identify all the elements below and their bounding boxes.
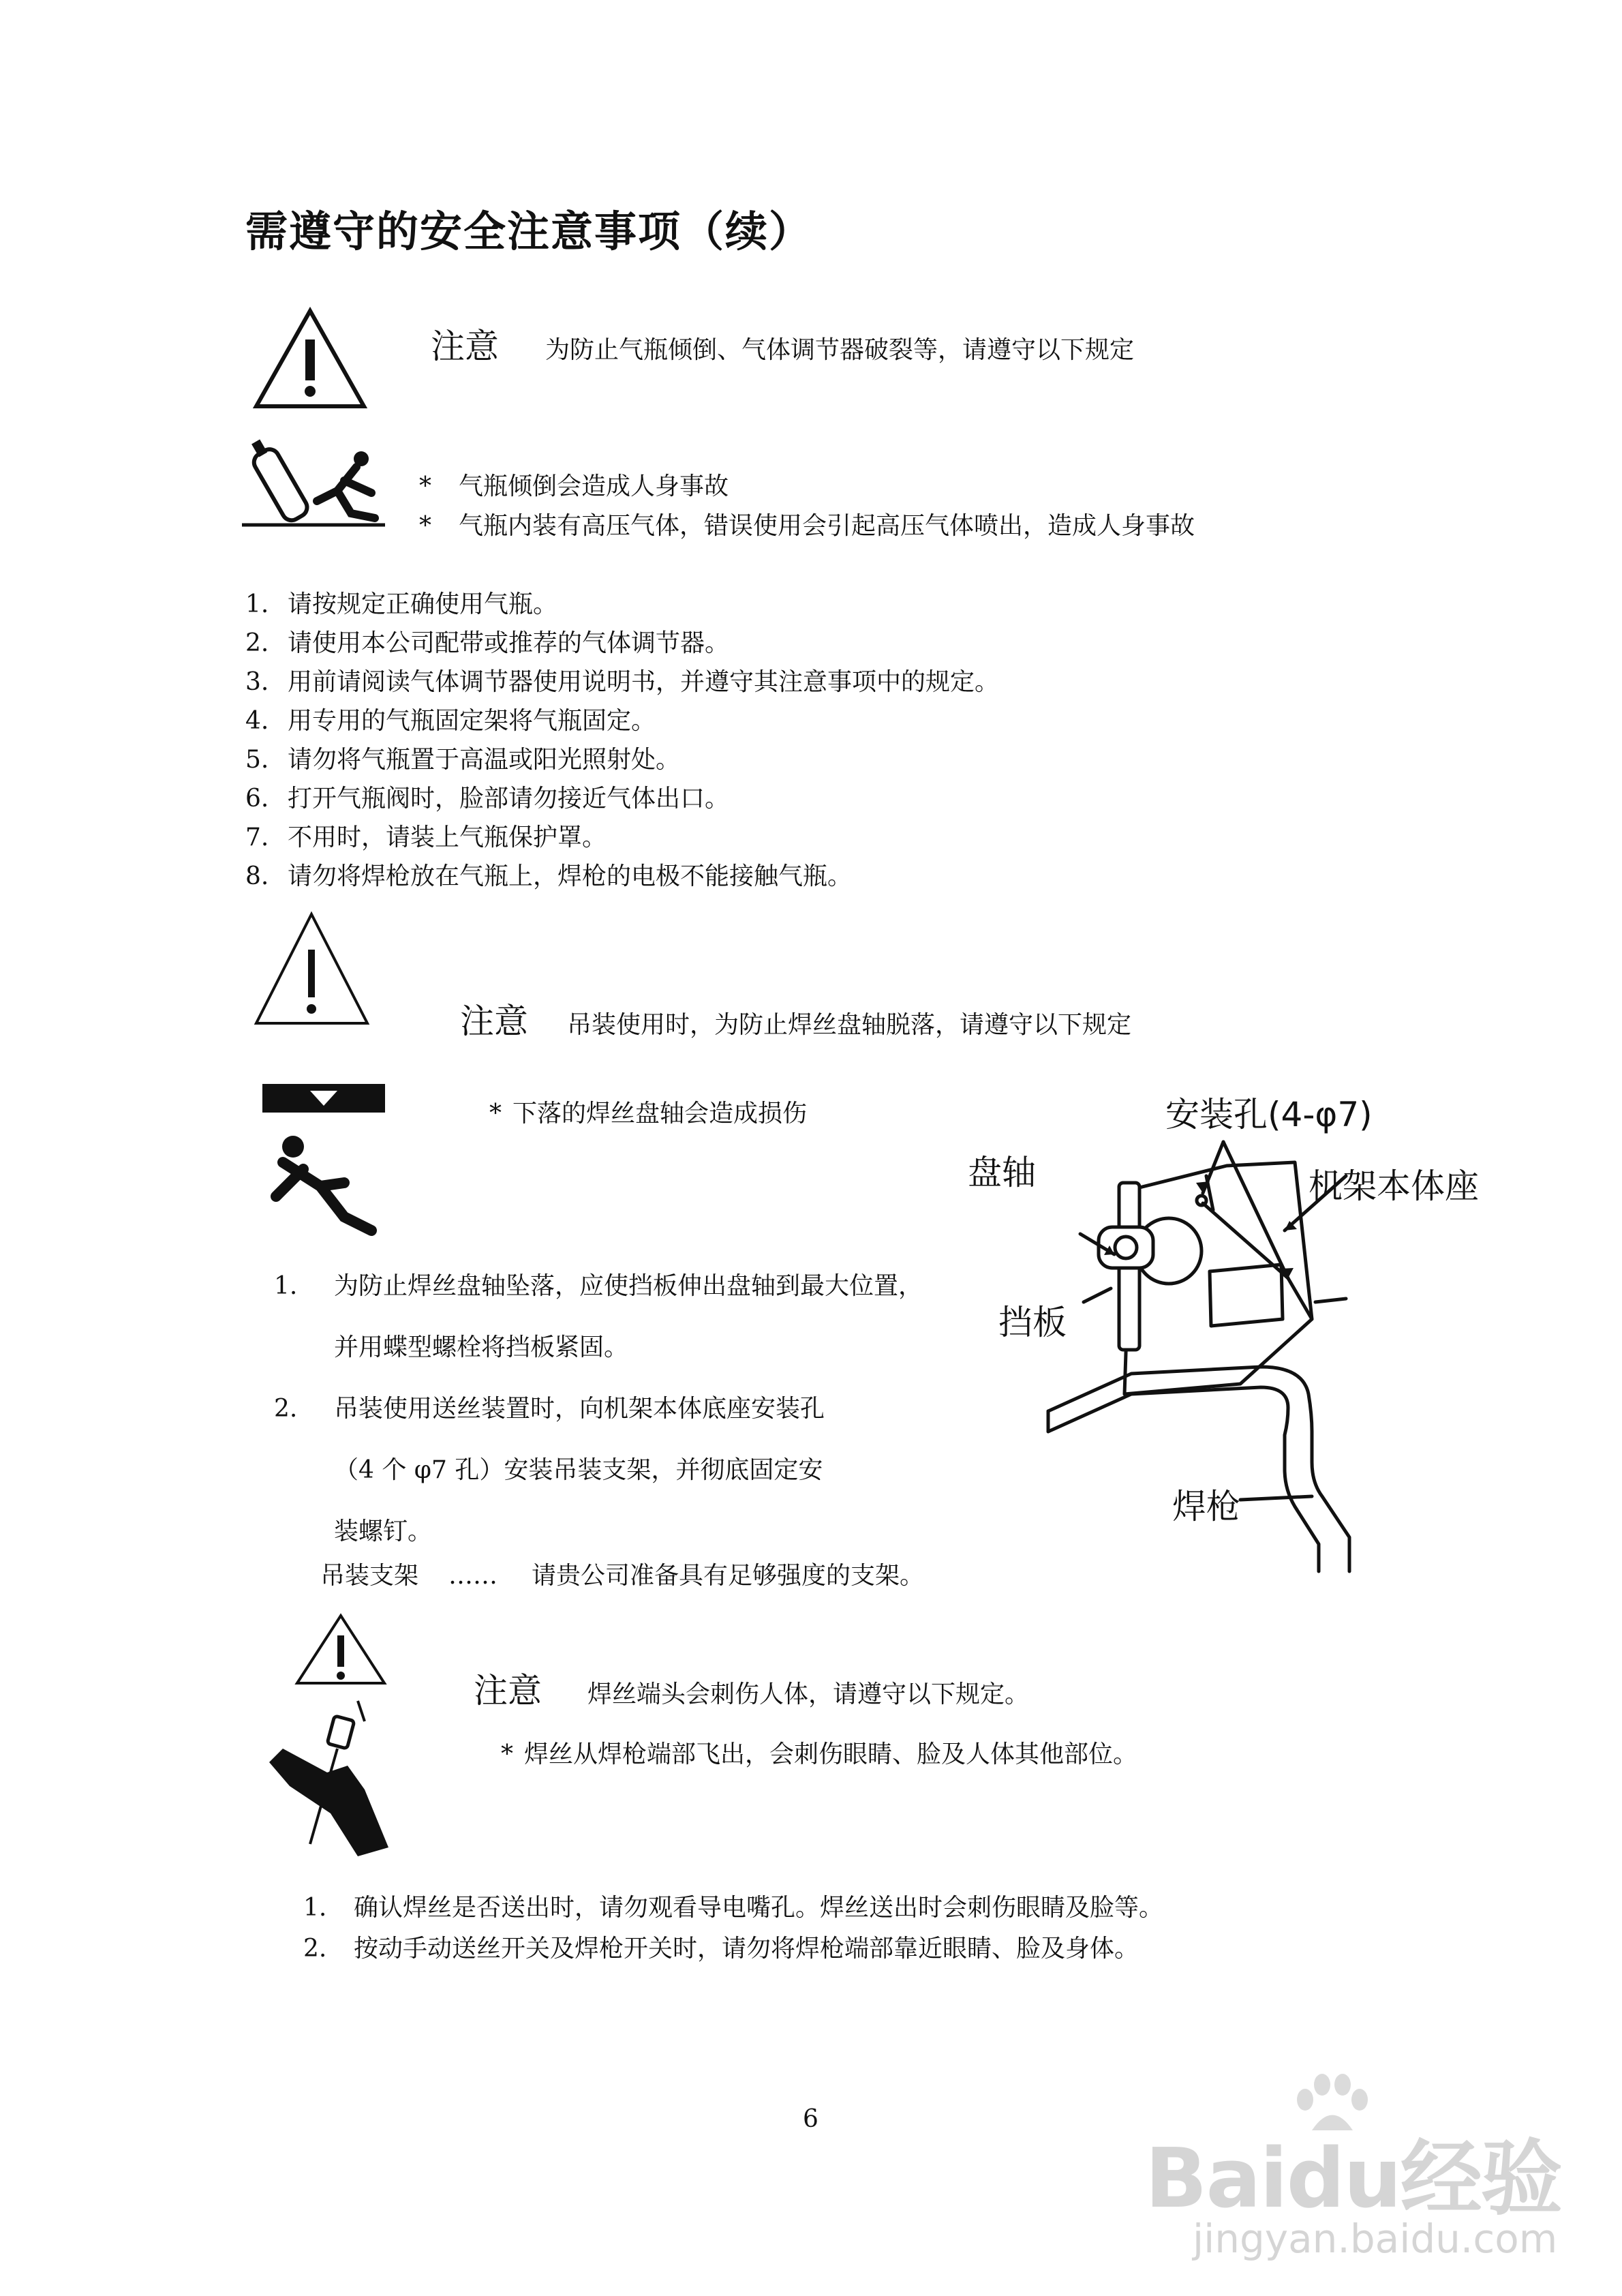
list-item: 2. 请使用本公司配带或推荐的气体调节器。 [245,629,730,657]
bullet [489,1094,807,1129]
warning-triangle-icon [293,1612,388,1687]
list-item: 1. 为防止焊丝盘轴坠落，应使挡板伸出盘轴到最大位置， [274,1272,923,1300]
warning-triangle-icon [252,307,368,410]
label-spool-shaft: 盘轴 [968,1153,1036,1192]
note-text: 请贵公司准备具有足够强度的支架。 [532,1562,925,1590]
note-dots: …… [448,1562,498,1590]
caution-label: 注意 [474,1671,542,1710]
caution-text: 焊丝端头会刺伤人体，请遵守以下规定。 [587,1680,1030,1708]
list-item: 6. 打开气瓶阀时，脸部请勿接近气体出口。 [245,785,730,813]
bullet-text: 气瓶内装有高压气体，错误使用会引起高压气体喷出，造成人身事故 [459,512,1195,540]
cylinder-falling-icon [242,433,385,528]
list-item: 7. 不用时，请装上气瓶保护罩。 [245,824,607,851]
note-label: 吊装支架 [320,1562,419,1590]
list-item-continued: 装螺钉。 [334,1517,433,1545]
rule-list-1 [245,585,999,896]
rule-list-3 [303,1888,1163,1970]
watermark-brand: Baidu经验 [1145,2132,1561,2226]
falling-object-icon [262,1084,385,1237]
watermark [1145,2072,1581,2277]
list-item: 8. 请勿将焊枪放在气瓶上，焊枪的电极不能接触气瓶。 [245,862,853,890]
warning-triangle-icon [252,910,371,1027]
list-item: 4. 用专用的气瓶固定架将气瓶固定。 [245,707,656,735]
bullet-text: 下落的焊丝盘轴会造成损伤 [512,1100,808,1128]
list-item: 5. 请勿将气瓶置于高温或阳光照射处。 [245,746,681,774]
bullet-mark: * [489,1100,502,1128]
caution-label: 注意 [460,1001,528,1041]
label-mounting-hole: 安装孔(4-φ7) [1165,1095,1373,1134]
list-item: 2. 吊装使用送丝装置时，向机架本体底座安装孔 [274,1395,825,1423]
watermark-url: jingyan.baidu.com [1193,2216,1558,2262]
label-frame-base: 机架本体座 [1309,1166,1479,1206]
hanging-diagram [968,1074,1527,1571]
bullet-2 [419,507,1195,541]
list-item-continued: 并用蝶型螺栓将挡板紧固。 [334,1333,629,1361]
label-baffle: 挡板 [998,1303,1067,1342]
bullet-1 [419,467,729,502]
support-note [320,1556,924,1591]
caution-text: 吊装使用时，为防止焊丝盘轴脱落，请遵守以下规定 [567,1011,1132,1039]
label-torch: 焊枪 [1172,1487,1240,1526]
page-number: 6 [803,2105,818,2133]
wire-pierce-hand-icon [262,1694,399,1858]
bullet-mark: * [501,1740,513,1768]
bullet [501,1735,1137,1770]
rule-list-2 [274,1267,969,1560]
list-item: 2. 按动手动送丝开关及焊枪开关时，请勿将焊枪端部靠近眼睛、脸及身体。 [303,1935,1139,1963]
list-item: 3. 用前请阅读气体调节器使用说明书，并遵守其注意事项中的规定。 [245,668,1000,696]
bullet-text: 焊丝从焊枪端部飞出，会刺伤眼睛、脸及人体其他部位。 [524,1740,1138,1768]
page-title: 需遵守的安全注意事项（续） [245,207,813,256]
list-item: 1. 确认焊丝是否送出时，请勿观看导电嘴孔。焊丝送出时会刺伤眼睛及脸等。 [303,1894,1164,1922]
list-item: 1. 请按规定正确使用气瓶。 [245,590,558,618]
list-item-continued: （4 个 φ7 孔）安装吊装支架，并彻底固定安 [334,1456,823,1484]
bullet-mark: * [419,472,431,500]
bullet-text: 气瓶倾倒会造成人身事故 [459,472,729,500]
caution-text: 为防止气瓶倾倒、气体调节器破裂等，请遵守以下规定 [545,336,1135,364]
bullet-mark: * [419,512,431,540]
caution-label: 注意 [431,327,499,366]
